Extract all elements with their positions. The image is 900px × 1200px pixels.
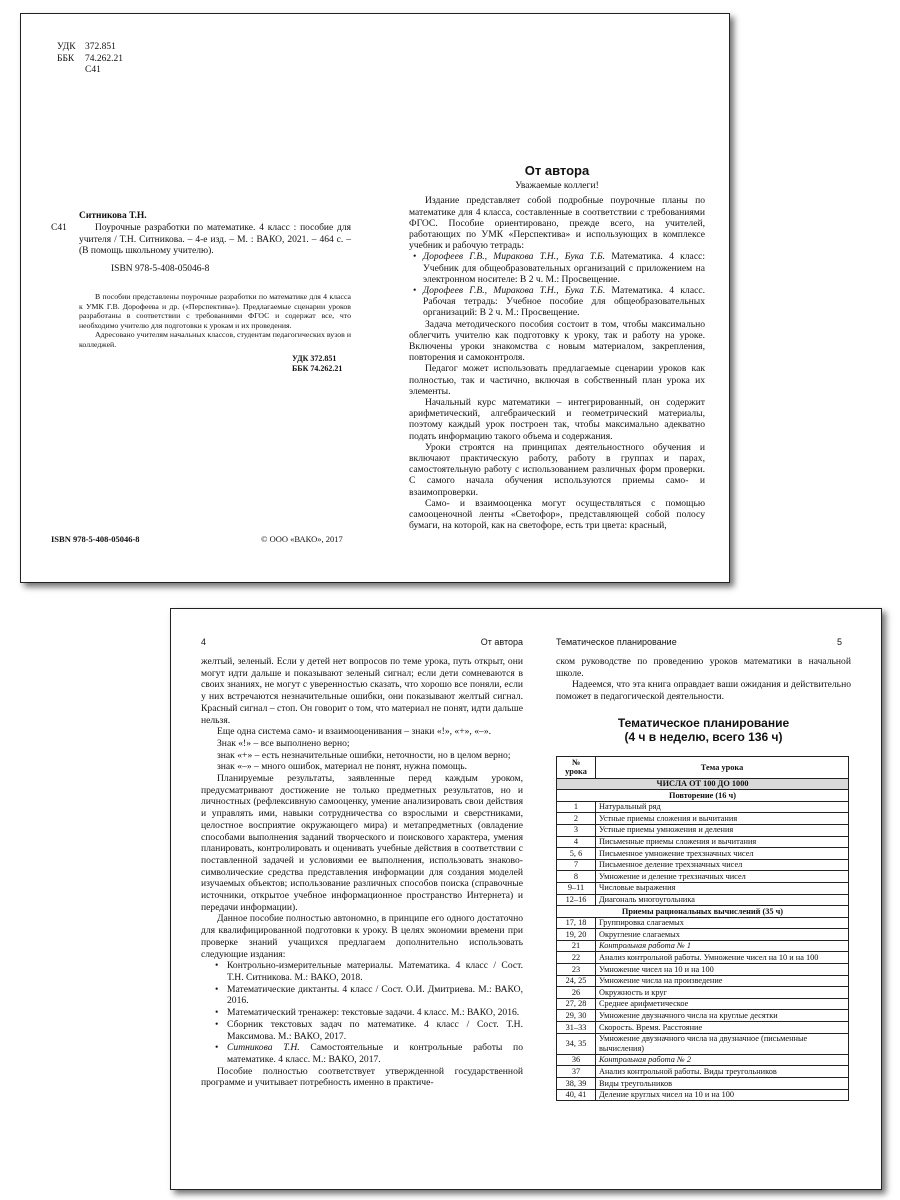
preface-paragraph: Издание представляет собой подробные поурочные планы по математике для 4 класса, составленные в соответствии с требованиями ФГОС. Пособие ориентировано, прежде всего, на учителей, работающих по УМК «Перспектива» и использующих в комплексе учебник и рабочую тетрадь: (409, 195, 705, 252)
page-5 (556, 609, 856, 1189)
preface-title: От автора (524, 163, 590, 178)
publication-title: Самостоятельные и контрольные работы по математике. 4 класс. М.: ВАКО, 2017. (227, 1042, 523, 1065)
lesson-topic: Окружность и круг (596, 987, 849, 999)
body-paragraph: желтый, зеленый. Если у детей нет вопросов по теме урока, путь открыт, они могут идти дальше и показывают зеленый сигнал; если дети сомневаются в своих знаниях, не могут с уверенностью сказать, что хорошо все поняли, если у них встречаются незначительные ошибки, они показывают желтый сигнал. Красный сигнал – стоп. Он говорит о том, что материал не понят, идти дальше нельзя. (201, 656, 523, 726)
bbk-value: 74.262.21 (85, 53, 123, 64)
table-row (557, 975, 849, 987)
list-item (423, 285, 705, 319)
running-head: От автора (480, 637, 523, 647)
lesson-number: 37 (557, 1066, 596, 1078)
lesson-number: 9–11 (557, 882, 596, 894)
lesson-topic: Письменные приемы сложения и вычитания (596, 836, 849, 848)
preface-paragraph: Начальный курс математики – интегрированный, он содержит арифметический, алгебраический и геометрический материалы, поэтому каждый урок построен так, чтобы максимально адекватно подать информацию такого объема и содержания. (409, 397, 705, 442)
lesson-number: 4 (557, 836, 596, 848)
page-body (201, 656, 523, 1089)
table-row (557, 848, 849, 860)
table-row (557, 987, 849, 999)
lesson-topic: Округление слагаемых (596, 929, 849, 941)
lesson-topic: Деление круглых чисел на 10 и на 100 (596, 1089, 849, 1101)
section-title: Повторение (16 ч) (557, 790, 849, 802)
table-row (557, 952, 849, 964)
page-number: 5 (836, 637, 842, 647)
lesson-number: 12–16 (557, 894, 596, 906)
bbk-code: ББК (57, 53, 75, 64)
lesson-number: 17, 18 (557, 917, 596, 929)
lesson-number: 1 (557, 801, 596, 813)
table-row (557, 859, 849, 871)
publication-title: Математический тренажер: текстовые задачи. 4 класс. М.: ВАКО, 2016. (227, 1007, 520, 1019)
table-row (557, 894, 849, 906)
table-row (557, 801, 849, 813)
section-title: ЧИСЛА ОТ 100 ДО 1000 (557, 778, 849, 790)
udk-value: 372.851 (85, 42, 116, 52)
lesson-topic: Устные приемы умножения и деления (596, 824, 849, 836)
list-item (227, 1007, 523, 1019)
table-row (557, 1022, 849, 1034)
list-item (227, 1042, 523, 1065)
bibliographic-record (51, 211, 351, 276)
lesson-topic: Виды треугольников (596, 1078, 849, 1090)
lesson-topic: Контрольная работа № 1 (596, 940, 849, 952)
lesson-number: 26 (557, 987, 596, 999)
table-row (557, 998, 849, 1010)
page-number: 4 (201, 637, 207, 647)
lesson-topic: Натуральный ряд (596, 801, 849, 813)
lesson-number: 7 (557, 859, 596, 871)
list-item (227, 984, 523, 1007)
body-paragraph: Надеемся, что эта книга оправдает ваши ожидания и действительно поможет в педагогической деятельности. (556, 679, 851, 702)
running-head: Тематическое планирование (556, 637, 677, 647)
book-author: Ситникова Т.Н. (79, 211, 147, 221)
lesson-number: 38, 39 (557, 1078, 596, 1090)
footer-isbn: ISBN 978-5-408-05046-8 (51, 534, 140, 544)
list-item (227, 1019, 523, 1042)
footer-copyright: © ООО «ВАКО», 2017 (261, 534, 343, 544)
column-header-topic: Тема урока (596, 757, 849, 778)
lesson-topic: Умножение и деление трехзначных чисел (596, 871, 849, 883)
publication-title: Математические диктанты. 4 класс / Сост. О.И. Дмитриева. М.: ВАКО, 2016. (227, 983, 523, 1007)
table-row (557, 929, 849, 941)
column-header-number: № урока (557, 757, 596, 778)
table-section-row (557, 778, 849, 790)
preface-paragraph: Педагог может использовать предлагаемые сценарии уроков как полностью, так и частично, включая в собственный план урока их элементы. (409, 363, 705, 397)
lesson-number: 31–33 (557, 1022, 596, 1034)
sign-description: Знак «!» – все выполнено верно; (217, 737, 350, 749)
planning-table (556, 756, 849, 1101)
lesson-topic: Письменное деление трехзначных чисел (596, 859, 849, 871)
table-row (557, 1066, 849, 1078)
udk-right: УДК 372.851 (292, 354, 337, 363)
annotation (79, 292, 351, 350)
planning-title-line: Тематическое планирование (617, 716, 790, 731)
planning-subtitle: (4 ч в неделю, всего 136 ч) (624, 730, 783, 745)
sign-description: знак «+» – есть незначительные ошибки, неточности, но в целом верно; (217, 749, 511, 761)
table-row (557, 824, 849, 836)
table-row (557, 1089, 849, 1101)
table-row (557, 871, 849, 883)
lesson-topic: Умножение двузначного числа на двузначное (письменные вычисления) (596, 1033, 849, 1054)
body-paragraph: Планируемые результаты, заявленные перед каждым уроком, предусматривают достижение не только предметных результатов, но и личностных (рефлексивную самооценку, умение анализировать свои действия и управлять ими, навыки сотрудничества со взрослыми и сверстниками, целостное восприятие окружающего мира) и метапредметных (овладение способами выполнения заданий творческого и поискового характера, умения планировать, контролировать и оценивать учебные действия в соответствии с поставленной задачей и условиями ее выполнения, использовать знаково-символические средства представления информации для создания моделей изучаемых объектов; использование различных способов поиска (справочные источники, открытое учебное информационное пространство Интернета) и передачи информации). (201, 773, 523, 913)
preface-paragraph: Уроки строятся на принципах деятельностного обучения и включают практическую работу, работу в группах и парах, самостоятельную работу с использованием различных форм проверки. С самого начала обучения используются приемы само- и взаимопроверки. (409, 441, 705, 498)
table-row (557, 917, 849, 929)
lesson-number: 19, 20 (557, 929, 596, 941)
planning-title (556, 716, 851, 744)
author-mark-value: С41 (85, 65, 101, 75)
publication-title: Сборник текстовых задач по математике. 4 класс / Сост. Т.Н. Максимова. М.: ВАКО, 2017. (227, 1018, 523, 1042)
book-title: Математика. 4 класс: Учебник для общеобразовательных организаций с приложением на электронном носителе: В 2 ч. М.: Просвещение. (423, 251, 705, 285)
author-mark: С41 (51, 223, 67, 233)
preface-greeting: Уважаемые коллеги! (515, 180, 599, 192)
lesson-number: 40, 41 (557, 1089, 596, 1101)
imprint-page (21, 14, 373, 582)
body-paragraph: Данное пособие полностью автономно, в принципе его одного достаточно для квалифицированной подготовки к уроку. В целях экономии времени при проверке знаний учащихся предлагаем дополнительно использовать следующие издания: (201, 913, 523, 960)
lesson-number: 36 (557, 1054, 596, 1066)
publication-list (201, 960, 523, 1065)
list-item (227, 960, 523, 983)
planning-table-body (557, 778, 849, 1101)
body-paragraph: Еще одна система само- и взаимооценивания – знаки «!», «+», «–». (217, 726, 492, 738)
page-4 (201, 609, 531, 1189)
table-row (557, 940, 849, 952)
preface-page (409, 14, 705, 582)
table-row (557, 1010, 849, 1022)
bbk-line (57, 54, 123, 66)
lesson-topic: Числовые выражения (596, 882, 849, 894)
lesson-number: 27, 28 (557, 998, 596, 1010)
list-item (423, 251, 705, 285)
author-mark-line (57, 65, 123, 77)
page-body (556, 656, 851, 1101)
annotation-audience: Адресовано учителям начальных классов, студентам педагогических вузов и колледжей. (79, 330, 351, 349)
table-row (557, 1033, 849, 1054)
lesson-number: 3 (557, 824, 596, 836)
udk-right-block (292, 354, 342, 374)
lesson-topic: Устные приемы сложения и вычитания (596, 813, 849, 825)
sign-description: знак «–» – много ошибок, материал не понят, нужна помощь. (217, 761, 468, 773)
lesson-number: 29, 30 (557, 1010, 596, 1022)
lesson-topic: Анализ контрольной работы. Умножение чисел на 10 и на 100 (596, 952, 849, 964)
lesson-topic: Анализ контрольной работы. Виды треугольников (596, 1066, 849, 1078)
lesson-topic: Умножение двузначного числа на круглые десятки (596, 1010, 849, 1022)
book-isbn: ISBN 978-5-408-05046-8 (111, 264, 210, 275)
udk-line (57, 42, 123, 54)
udk-code: УДК (57, 42, 76, 52)
table-section-row (557, 790, 849, 802)
lesson-topic: Скорость. Время. Расстояние (596, 1022, 849, 1034)
book-title: Математика. 4 класс. Рабочая тетрадь: Учебное пособие для общеобразовательных организаций: В 2 ч. М.: Просвещение. (423, 285, 705, 319)
lesson-number: 23 (557, 964, 596, 976)
table-header-row (557, 757, 849, 778)
preface-paragraph: Задача методического пособия состоит в том, чтобы максимально облегчить учителю как подготовку к уроку, так и работу на уроке. Включены уроки знакомства с новым материалом, закрепления, повторения и самоконтроля. (409, 318, 705, 364)
lesson-number: 5, 6 (557, 848, 596, 860)
lesson-topic: Диагональ многоугольника (596, 894, 849, 906)
body-paragraph: Пособие полностью соответствует утвержденной государственной программе и учитывает потребность именно в практиче- (201, 1065, 523, 1089)
table-section-row (557, 906, 849, 918)
lesson-number: 21 (557, 940, 596, 952)
table-row (557, 836, 849, 848)
book-authors: Дорофеев Г.В., Миракова Т.Н., Бука Т.Б. (423, 285, 606, 297)
bbk-right: ББК 74.262.21 (292, 364, 343, 373)
lesson-topic: Умножение числа на произведение (596, 975, 849, 987)
lesson-number: 24, 25 (557, 975, 596, 987)
preface-paragraph: Само- и взаимооценка могут осуществляться с помощью самооценочной ленты «Светофор», представляющей собой полосу бумаги, на которой, как на светофоре, есть три цвета: красный, (409, 497, 705, 532)
section-title: Приемы рациональных вычислений (35 ч) (557, 906, 849, 918)
lesson-topic: Умножение чисел на 10 и на 100 (596, 964, 849, 976)
table-row (557, 813, 849, 825)
table-row (557, 882, 849, 894)
lesson-number: 8 (557, 871, 596, 883)
lesson-topic: Группировка слагаемых (596, 917, 849, 929)
table-row (557, 1054, 849, 1066)
body-paragraph: ском руководстве по проведению уроков математики в начальной школе. (556, 656, 851, 679)
table-row (557, 1078, 849, 1090)
lesson-topic: Контрольная работа № 2 (596, 1054, 849, 1066)
book-description: Поурочные разработки по математике. 4 класс : пособие для учителя / Т.Н. Ситникова. – 4-е изд. – М. : ВАКО, 2021. – 464 с. – (В помощь школьному учителю). (79, 222, 351, 257)
publication-author: Ситникова Т.Н. (227, 1042, 300, 1054)
annotation-text: В пособии представлены поурочные разработки по математике для 4 класса к УМК Г.В. Дорофеева и др. («Перспектива»). Предлагаемые сценарии уроков разработаны в соответствии с требованиями ФГОС и содержат все, что необходимо учителю для подготовки к урокам и их проведения. (79, 292, 351, 330)
book-spread-front (20, 13, 730, 583)
book-spread-inner (170, 608, 882, 1190)
lesson-number: 22 (557, 952, 596, 964)
lesson-number: 34, 35 (557, 1033, 596, 1054)
lesson-number: 2 (557, 813, 596, 825)
publication-title: Контрольно-измерительные материалы. Математика. 4 класс / Сост. Т.Н. Ситникова. М.: ВАКО, 2018. (227, 960, 523, 983)
book-authors: Дорофеев Г.В., Миракова Т.Н., Бука Т.Б. (423, 251, 606, 263)
udk-block (57, 42, 123, 77)
textbook-list (409, 251, 705, 318)
lesson-topic: Письменное умножение трехзначных чисел (596, 848, 849, 860)
imprint-footer (51, 534, 351, 545)
lesson-topic: Среднее арифметическое (596, 998, 849, 1010)
table-row (557, 964, 849, 976)
